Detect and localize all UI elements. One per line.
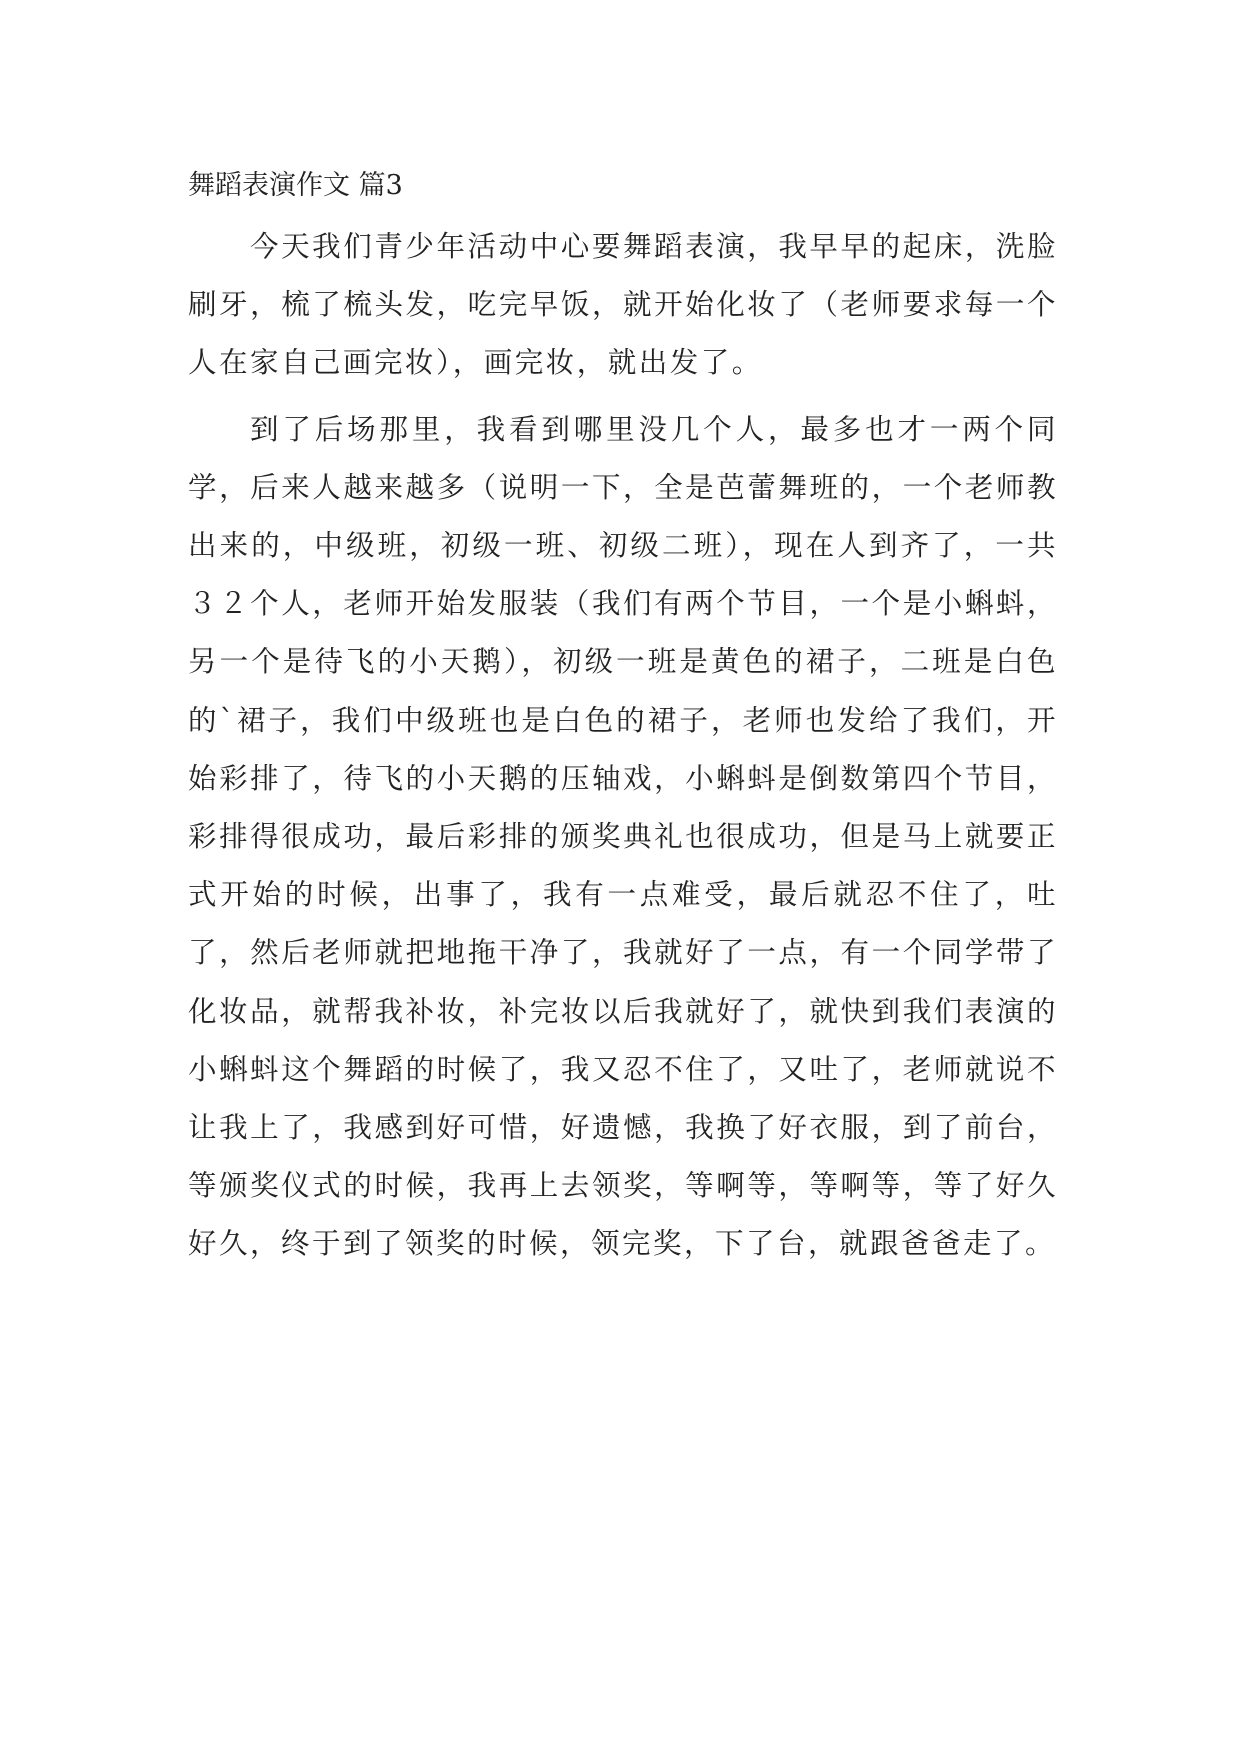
document-title: 舞蹈表演作文 篇3 [188,170,403,201]
paragraph-main: 到了后场那里，我看到哪里没几个人，最多也才一两个同学，后来人越来越多（说明一下，全是芭蕾舞班的，一个老师教出来的，中级班，初级一班、初级二班），现在人到齐了，一共３２个人，老师开始发服装（我们有两个节目，一个是小蝌蚪，另一个是待飞的小天鹅），初级一班是黄色的裙子，二班是白色的`裙子，我们中级班也是白色的裙子，老师也发给了我们，开始彩排了，待飞的小天鹅的压轴戏，小蝌蚪是倒数第四个节目，彩排得很成功，最后彩排的颁奖典礼也很成功，但是马上就要正式开始的时候，出事了，我有一点难受，最后就忍不住了，吐了，然后老师就把地拖干净了，我就好了一点，有一个同学带了化妆品，就帮我补妆，补完妆以后我就好了，就快到我们表演的小蝌蚪这个舞蹈的时候了，我又忍不住了，又吐了，老师就说不让我上了，我感到好可惜，好遗憾，我换了好衣服，到了前台，等颁奖仪式的时候，我再上去领奖，等啊等，等啊等，等了好久好久，终于到了领奖的时候，领完奖，下了台，就跟爸爸走了。 [188,412,1058,1261]
paragraph-intro: 今天我们青少年活动中心要舞蹈表演，我早早的起床，洗脸刷牙，梳了梳头发，吃完早饭，就开始化妆了（老师要求每一个人在家自己画完妆），画完妆，就出发了。 [188,230,1058,380]
document-body [188,218,1058,1282]
